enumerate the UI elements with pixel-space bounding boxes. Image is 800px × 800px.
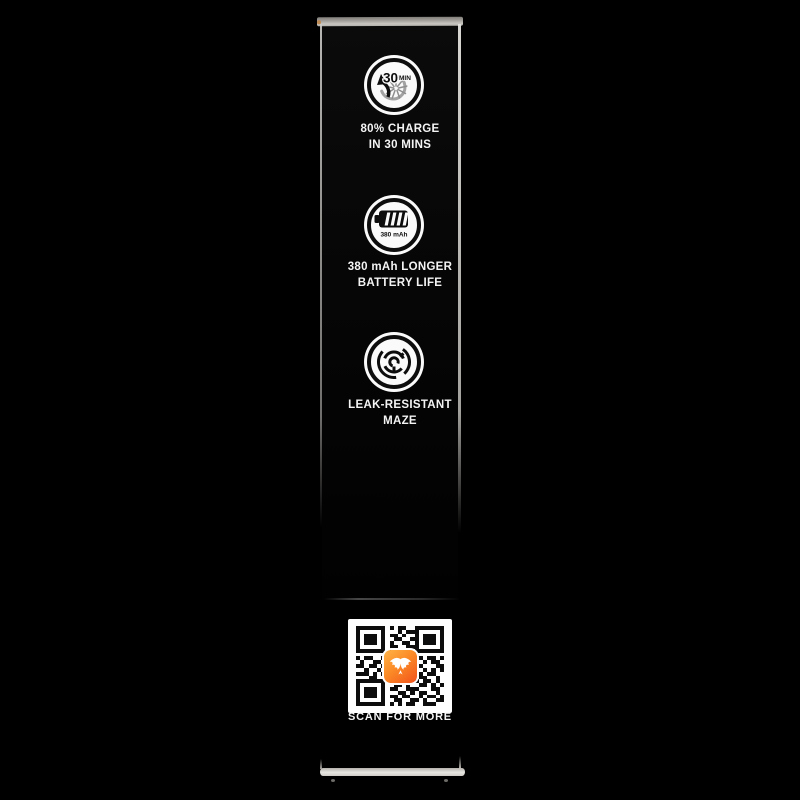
wings-glyph [389, 657, 411, 674]
leak-resistant-maze-icon [363, 331, 425, 393]
feature-label-line: 80% CHARGE [360, 123, 440, 135]
panel-divider-line [324, 598, 460, 600]
feature-label-line: IN 30 MINS [368, 138, 432, 151]
feature-label-fast-charge [320, 122, 480, 153]
fast-charge-timer-icon [363, 54, 425, 116]
feature-label-line: LEAK-RESISTANT [348, 399, 452, 411]
timer-value-text: 30 [383, 70, 399, 86]
battery-terminal [375, 215, 380, 223]
feature-label-line: MAZE [383, 414, 417, 427]
feature-label-maze [320, 398, 480, 429]
feature-label-line: BATTERY LIFE [357, 276, 443, 289]
bottom-reflection-dot-right [444, 779, 448, 782]
scan-caption: SCAN FOR MORE [348, 711, 452, 723]
battery-icon [363, 194, 425, 256]
timer-unit-text: MIN [399, 75, 411, 82]
bottom-corner-right [459, 756, 461, 769]
bottom-reflection-dot-left [331, 779, 335, 782]
bottom-corner-left [320, 759, 322, 769]
battery-capacity-text: 380 mAh [380, 231, 408, 239]
qr-code [348, 619, 452, 713]
feature-label-battery [320, 260, 480, 291]
wings-logo [384, 650, 417, 683]
package-bottom-edge [320, 768, 465, 776]
feature-label-line: 380 mAh LONGER [347, 261, 453, 273]
package-top-edge [317, 17, 463, 27]
